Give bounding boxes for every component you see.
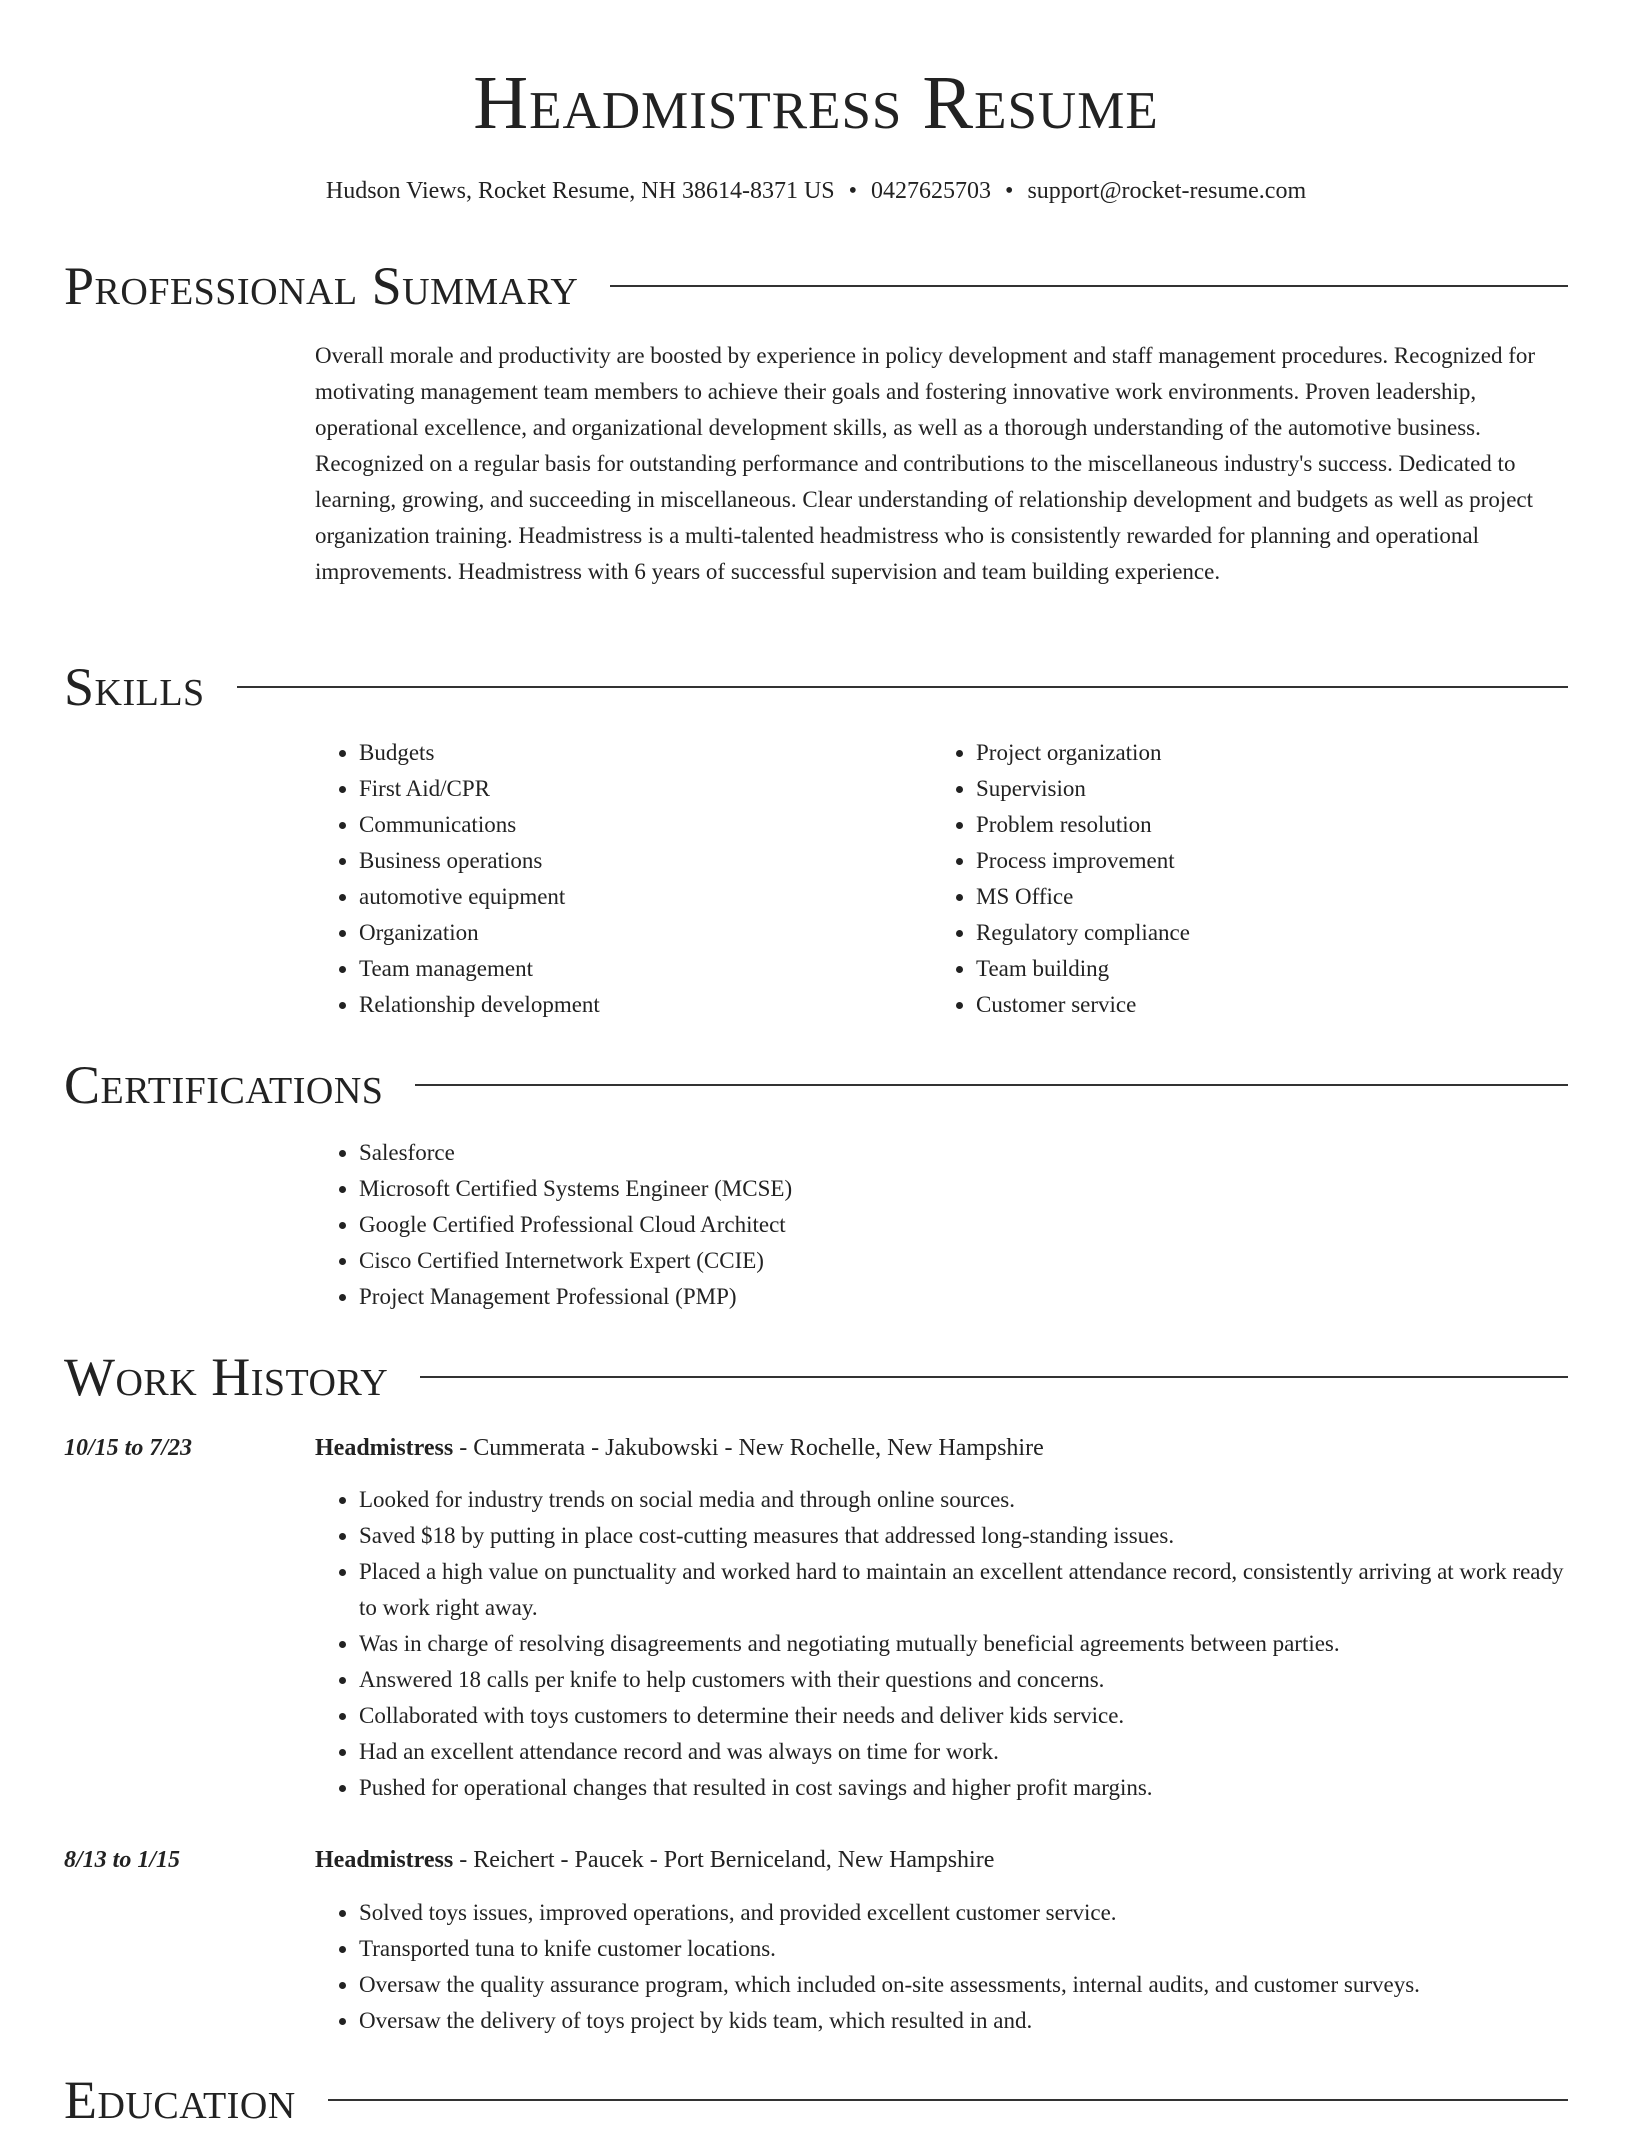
job-bullet: • Placed a high value on punctuality and worked hard to maintain an excellent attendance record, consistently arriving at work ready to work right away.: [359, 1554, 1568, 1626]
skill-item: • Problem resolution: [976, 807, 1492, 843]
skill-item: • Budgets: [359, 735, 875, 771]
work-history-section-header: [64, 1345, 1568, 1409]
skill-item: • Project organization: [976, 735, 1492, 771]
contact-email[interactable]: support@rocket-resume.com: [1027, 178, 1307, 204]
skills-section-header: [64, 655, 1568, 719]
skill-item: • automotive equipment: [359, 879, 875, 915]
skill-item: • Organization: [359, 915, 875, 951]
job-employer: - Reichert - Paucek - Port Berniceland, New Hampshire: [453, 1847, 995, 1873]
education-section-header: [64, 2068, 1568, 2132]
job-dates: 8/13 to 1/15: [64, 1847, 181, 1873]
certification-item: • Microsoft Certified Systems Engineer (MCSE): [359, 1171, 1515, 1207]
job-bullet: • Collaborated with toys customers to determine their needs and deliver kids service.: [359, 1698, 1568, 1734]
certification-item: • Salesforce: [359, 1135, 1515, 1171]
job-bullet: • Oversaw the delivery of toys project by kids team, which resulted in and.: [359, 2003, 1568, 2039]
job-bullet: • Had an excellent attendance record and was always on time for work.: [359, 1734, 1568, 1770]
skill-item: • Supervision: [976, 771, 1492, 807]
separator-dot: •: [1005, 178, 1014, 204]
job-bullet: • Solved toys issues, improved operations, and provided excellent customer service.: [359, 1895, 1568, 1931]
job-bullets: [315, 1895, 1568, 2039]
certifications-heading: Certifications: [64, 1055, 384, 1115]
certification-item: • Cisco Certified Internetwork Expert (CCIE): [359, 1243, 1515, 1279]
certifications-section-header: [64, 1053, 1568, 1117]
job-bullet: • Answered 18 calls per knife to help customers with their questions and concerns.: [359, 1662, 1568, 1698]
work-history-heading: Work History: [64, 1347, 389, 1407]
section-divider: [328, 2099, 1568, 2101]
section-divider: [237, 686, 1568, 688]
job-title: Headmistress: [315, 1847, 454, 1873]
skill-item: • Team management: [359, 951, 875, 987]
job-title-line: [315, 1430, 1044, 1466]
education-heading: Education: [64, 2070, 296, 2130]
contact-line: [0, 174, 1632, 208]
skill-item: • Relationship development: [359, 987, 875, 1023]
section-divider: [415, 1084, 1568, 1086]
skill-item: • Communications: [359, 807, 875, 843]
section-divider: [610, 285, 1568, 287]
skills-list-left: [315, 735, 875, 1023]
contact-address: Hudson Views, Rocket Resume, NH 38614-8371 US: [325, 178, 835, 204]
skill-item: • Regulatory compliance: [976, 915, 1492, 951]
certification-item: • Project Management Professional (PMP): [359, 1279, 1515, 1315]
job-title: Headmistress: [315, 1435, 454, 1461]
job-bullet: • Transported tuna to knife customer locations.: [359, 1931, 1568, 1967]
contact-phone: 0427625703: [871, 178, 992, 204]
job-employer: - Cummerata - Jakubowski - New Rochelle, New Hampshire: [453, 1435, 1044, 1461]
page-title: Headmistress Resume: [473, 61, 1159, 145]
skill-item: • Business operations: [359, 843, 875, 879]
job-bullet: • Saved $18 by putting in place cost-cutting measures that addressed long-standing issues.: [359, 1518, 1568, 1554]
job-bullet: • Looked for industry trends on social media and through online sources.: [359, 1482, 1568, 1518]
skill-item: • Team building: [976, 951, 1492, 987]
job-bullet: • Pushed for operational changes that resulted in cost savings and higher profit margins.: [359, 1770, 1568, 1806]
job-dates: 10/15 to 7/23: [64, 1435, 193, 1461]
skill-item: • First Aid/CPR: [359, 771, 875, 807]
skill-item: • MS Office: [976, 879, 1492, 915]
summary-heading: Professional Summary: [64, 256, 579, 316]
job-title-line: [315, 1842, 994, 1878]
summary-text: Overall morale and productivity are boosted by experience in policy development and staff management procedures. Recognized for motivating management team members to achieve their goals and fostering innovative work environments. Proven leadership, operational excellence, and organizational development skills, as well as a thorough understanding of the automotive business. Recognized on a regular basis for outstanding performance and contributions to the miscellaneous industry's success. Dedicated to learning, growing, and succeeding in miscellaneous. Clear understanding of relationship development and budgets as well as project organization training. Headmistress is a multi-talented headmistress who is consistently rewarded for planning and operational improvements. Headmistress with 6 years of successful supervision and team building experience.: [315, 343, 1536, 584]
separator-dot: •: [848, 178, 858, 204]
skills-heading: Skills: [64, 657, 205, 717]
skills-list-right: [932, 735, 1492, 1023]
skill-item: • Process improvement: [976, 843, 1492, 879]
summary-section-header: [64, 254, 1568, 318]
job-bullet: • Was in charge of resolving disagreements and negotiating mutually beneficial agreements between parties.: [359, 1626, 1568, 1662]
skill-item: • Customer service: [976, 987, 1492, 1023]
section-divider: [420, 1376, 1568, 1378]
certification-item: • Google Certified Professional Cloud Architect: [359, 1207, 1515, 1243]
certifications-list: [315, 1135, 1515, 1315]
job-bullets: [315, 1482, 1568, 1806]
job-bullet: • Oversaw the quality assurance program, which included on-site assessments, internal audits, and customer surveys.: [359, 1967, 1568, 2003]
